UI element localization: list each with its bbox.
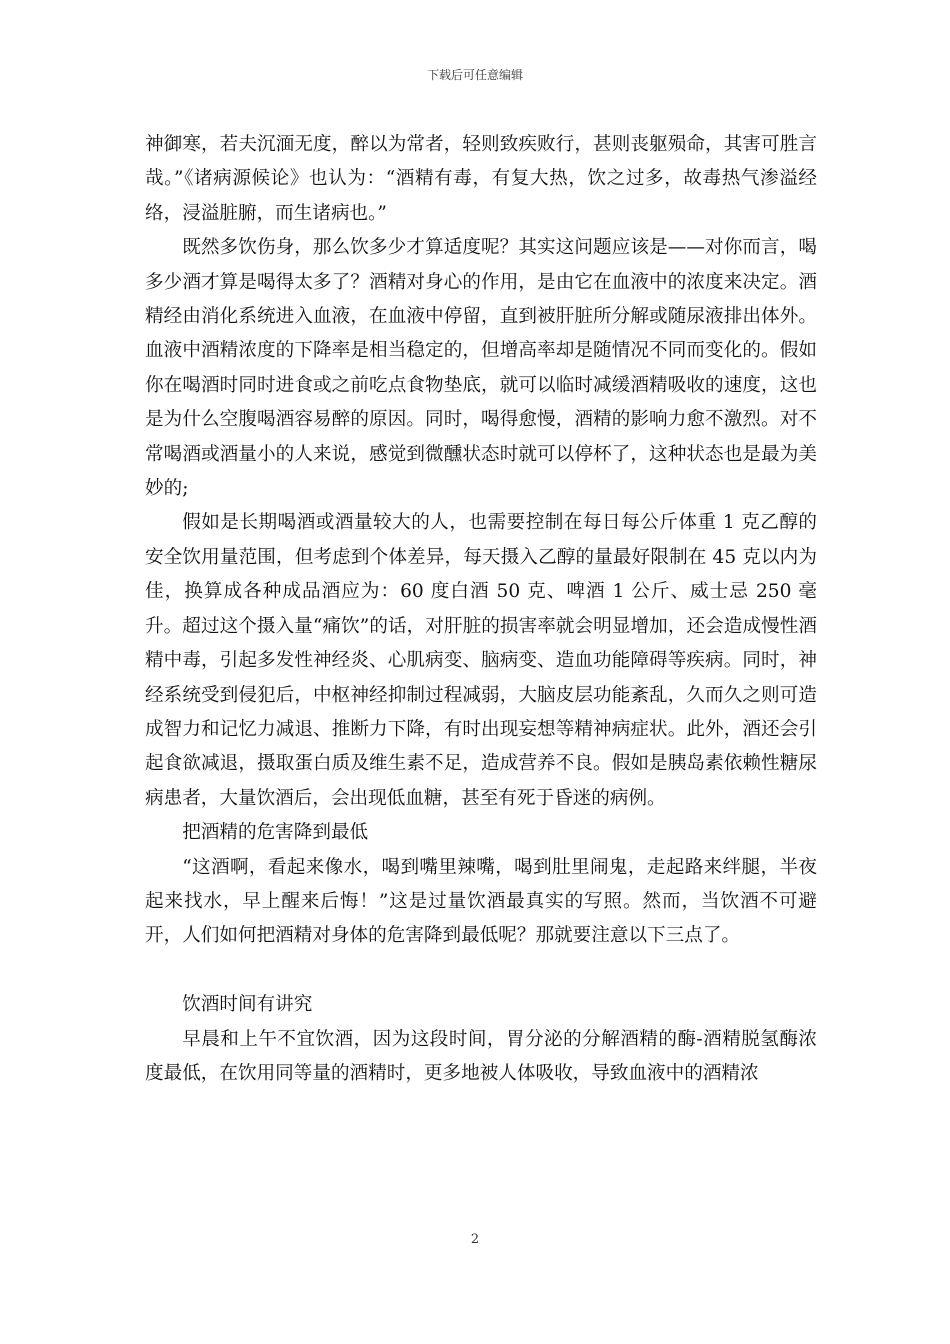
page-header: 下载后可任意编辑 <box>426 68 523 82</box>
blank-line <box>145 954 817 988</box>
page-number: 2 <box>470 1232 480 1247</box>
section-heading: 把酒精的危害降到最低 <box>182 822 369 844</box>
section-heading: 饮酒时间有讲究 <box>182 994 313 1016</box>
paragraph: 假如是长期喝酒或酒量较大的人，也需要控制在每日每公斤体重 1 克乙醇的安全饮用量范围，但考虑到个体差异，每天摄入乙醇的量最好限制在 45 克以内为佳，换算成各种成品酒应为：60 度白酒 50 克、啤酒 1 公斤、威士忌 250 毫升。超过这个摄入量“痛饮”的话，对肝脏的损害率就会明显增加，还会造成慢性酒精中毒，引起多发性神经炎、心肌病变、脑病变、造血功能障碍等疾病。同时，神经系统受到侵犯后，中枢神经抑制过程减弱，大脑皮层功能紊乱，久而久之则可造成智力和记忆力减退、推断力下降，有时出现妄想等精神病症状。此外，酒还会引起食欲减退，摄取蛋白质及维生素不足，造成营养不良。假如是胰岛素依赖性糖尿病患者，大量饮酒后，会出现低血糖，甚至有死于昏迷的病例。 <box>145 512 817 809</box>
paragraph: 早晨和上午不宜饮酒，因为这段时间，胃分泌的分解酒精的酶-酒精脱氢酶浓度最低，在饮用同等量的酒精时，更多地被人体吸收，导致血液中的酒精浓 <box>145 1028 817 1084</box>
paragraph: “这酒啊，看起来像水，喝到嘴里辣嘴，喝到肚里闹鬼，走起路来绊腿，半夜起来找水，早上醒来后悔！”这是过量饮酒最真实的写照。然而，当饮酒不可避开，人们如何把酒精对身体的危害降到最低呢？那就要注意以下三点了。 <box>145 856 817 947</box>
paragraph: 既然多饮伤身，那么饮多少才算适度呢？其实这问题应该是——对你而言，喝多少酒才算是喝得太多了？酒精对身心的作用，是由它在血液中的浓度来决定。酒精经由消化系统进入血液，在血液中停留，直到被肝脏所分解或随尿液排出体外。血液中酒精浓度的下降率是相当稳定的，但增高率却是随情况不同而变化的。假如你在喝酒时同时进食或之前吃点食物垫底，就可以临时减缓酒精吸收的速度，这也是为什么空腹喝酒容易醉的原因。同时，喝得愈慢，酒精的影响力愈不激烈。对不常喝酒或酒量小的人来说，感觉到微醺状态时就可以停杯了，这种状态也是最为美妙的; <box>145 237 817 500</box>
paragraph-continued: 神御寒，若夫沉湎无度，醉以为常者，轻则致疾败行，甚则丧躯殒命，其害可胜言哉。”《诸病源候论》也认为：“酒精有毒，有复大热，饮之过多，故毒热气渗溢经络，浸溢脏腑，而生诸病也。” <box>145 134 817 224</box>
document-body <box>145 128 817 1091</box>
